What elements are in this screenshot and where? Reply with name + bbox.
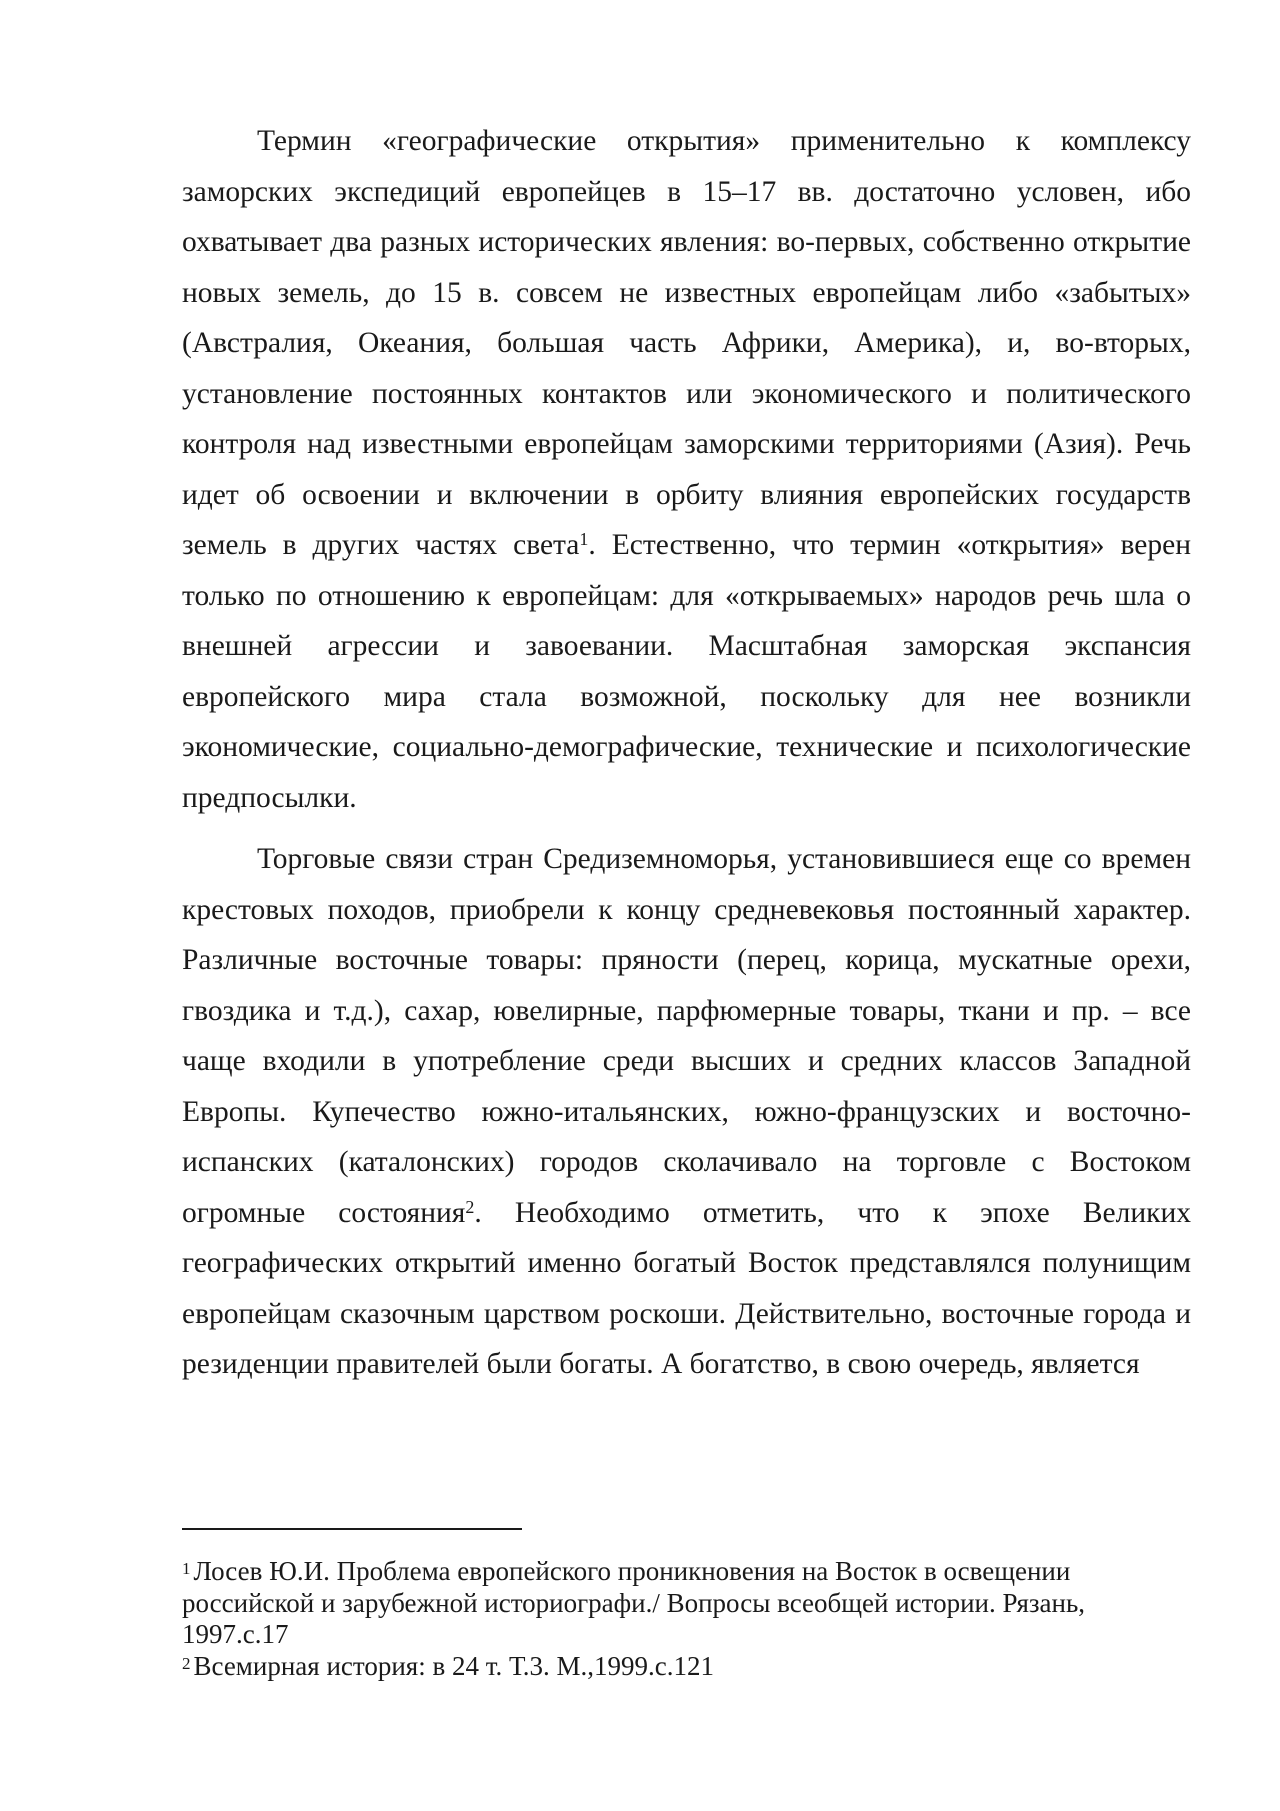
footnote-separator bbox=[182, 1528, 522, 1530]
footnote-ref-2[interactable]: 2 bbox=[465, 1196, 475, 1217]
footnote-text: Всемирная история: в 24 т. Т.3. М.,1999.с.121 bbox=[193, 1650, 714, 1681]
footnote-mark: 2 bbox=[182, 1653, 191, 1673]
paragraph-2 bbox=[182, 834, 1191, 1390]
paragraph-1 bbox=[182, 116, 1191, 823]
footnote-2 bbox=[182, 1651, 1191, 1683]
paragraph-text: . Естественно, что термин «открытия» верен только по отношению к европейцам: для «открываемых» народов речь шла о внешней агрессии и завоевании. Масштабная заморская экспансия европейского мира стала возможной, поскольку для нее возникли экономические, социально-демографические, технические и психологические предпосылки. bbox=[182, 529, 1191, 814]
footnotes bbox=[182, 1556, 1191, 1682]
body-text bbox=[182, 116, 1191, 1390]
footnote-mark: 1 bbox=[182, 1559, 191, 1578]
paragraph-text: . Необходимо отметить, что к эпохе Великих географических открытий именно богатый Восток представлялся полунищим европейцам сказочным царством роскоши. Действительно, восточные города и резиденции правителей были богаты. А богатство, в свою очередь, является bbox=[182, 1196, 1191, 1380]
footnote-text: Лосев Ю.И. Проблема европейского проникновения на Восток в освещении российской и зарубежной историографи./ Вопросы всеобщей истории. Рязань, 1997.с.17 bbox=[182, 1556, 1086, 1649]
paragraph-text: Торговые связи стран Средиземноморья, установившиеся еще со времен крестовых походов, приобрели к концу средневековья постоянный характер. Различные восточные товары: пряности (перец, корица, мускатные орехи, гвоздика и т.д.), сахар, ювелирные, парфюмерные товары, ткани и пр. – все чаще входили в употребление среди высших и средних классов Западной Европы. Купечество южно-итальянских, южно-французских и восточно-испанских (каталонских) городов сколачивало на торговле с Востоком огромные состояния bbox=[182, 843, 1191, 1229]
footnote-1 bbox=[182, 1556, 1191, 1651]
footnote-ref-1[interactable]: 1 bbox=[579, 529, 589, 549]
paragraph-text: Термин «географические открытия» применительно к комплексу заморских экспедиций европейцев в 15–17 вв. достаточно условен, ибо охватывает два разных исторических явления: во-первых, собственно открытие новых земель, до 15 в. совсем не известных европейцам либо «забытых» (Австралия, Океания, большая часть Африки, Америка), и, во-вторых, установление постоянных контактов или экономического и политического контроля над известными европейцам заморскими территориями (Азия). Речь идет об освоении и включении в орбиту влияния европейских государств земель в других частях света bbox=[182, 125, 1191, 561]
